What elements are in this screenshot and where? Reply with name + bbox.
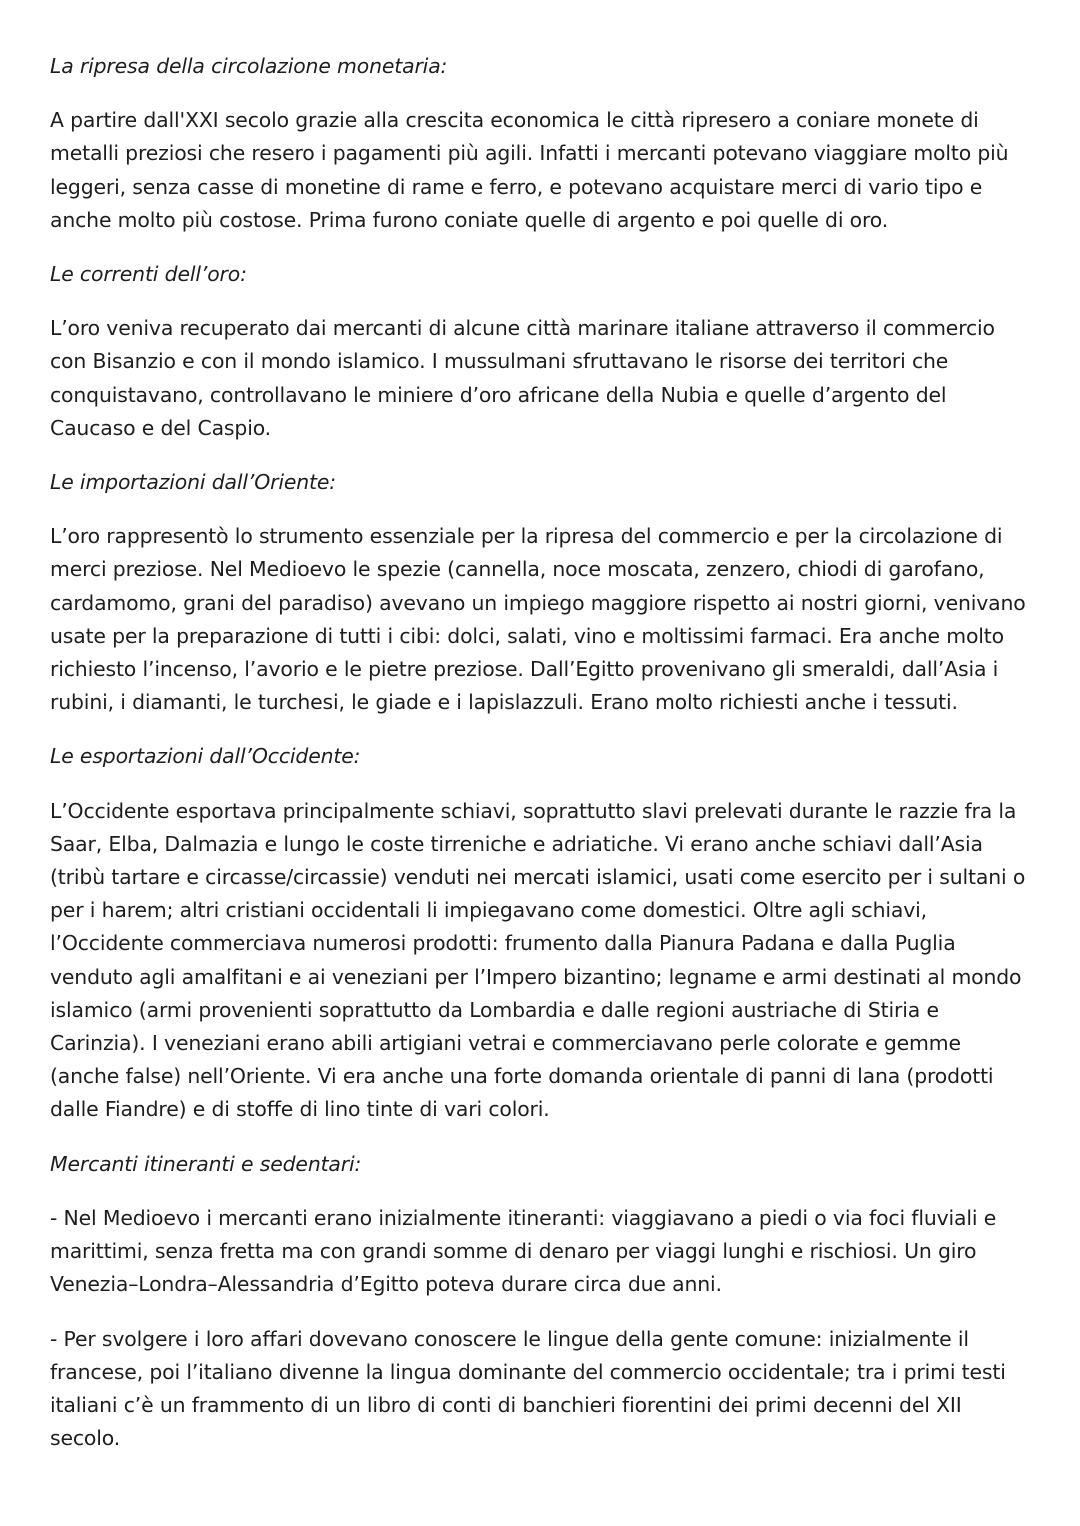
section-heading: Le importazioni dall’Oriente:	[50, 470, 336, 495]
section-paragraph: - Per svolgere i loro affari dovevano conoscere le lingue della gente comune: inizialmente il francese, poi l’italiano divenne la lingua dominante del commercio occidentale; tra i primi testi italiani c’è un frammento di un libro di conti di banchieri fiorentini dei primi decenni del XII secolo.	[50, 1326, 1006, 1451]
section-gold-currents	[50, 258, 1035, 445]
section-merchants	[50, 1148, 1035, 1456]
section-paragraph: L’oro veniva recuperato dai mercanti di alcune città marinare italiane attraverso il commercio con Bisanzio e con il mondo islamico. I mussulmani sfruttavano le risorse dei territori che conquistavano, controllavano le miniere d’oro africane della Nubia e quelle d’argento del Caucaso e del Caspio.	[50, 316, 995, 440]
section-paragraph: A partire dall'XXI secolo grazie alla crescita economica le città ripresero a coniare monete di metalli preziosi che resero i pagamenti più agili. Infatti i mercanti potevano viaggiare molto più leggeri, senza casse di monetine di rame e ferro, e potevano acquistare merci di vario tipo e anche molto più costose. Prima furono coniate quelle di argento e poi quelle di oro.	[50, 108, 1009, 232]
section-heading: Le correnti dell’oro:	[50, 262, 247, 287]
section-imports-east	[50, 466, 1035, 719]
section-paragraph: - Nel Medioevo i mercanti erano inizialmente itineranti: viaggiavano a piedi o via foci fluviali e marittimi, senza fretta ma con grandi somme di denaro per viaggi lunghi e rischiosi. Un giro Venezia–Londra–Alessandria d’Egitto poteva durare circa due anni.	[50, 1205, 997, 1297]
section-monetary-circulation	[50, 50, 1035, 237]
section-heading: La ripresa della circolazione monetaria:	[50, 54, 448, 78]
section-heading: Le esportazioni dall’Occidente:	[50, 744, 361, 769]
section-paragraph: L’oro rappresentò lo strumento essenziale per la ripresa del commercio e per la circolazione di merci preziose. Nel Medioevo le spezie (cannella, noce moscata, zenzero, chiodi di garofano, cardamomo, grani del paradiso) avevano un impiego maggiore rispetto ai nostri giorni, venivano usate per la preparazione di tutti i cibi: dolci, salati, vino e moltissimi farmaci. Era anche molto richiesto l’incenso, l’avorio e le pietre preziose. Dall’Egitto provenivano gli smeraldi, dall’Asia i rubini, i diamanti, le turchesi, le giade e i lapislazzuli. Erano molto richiesti anche i tessuti.	[50, 524, 1026, 715]
document-page	[50, 50, 1035, 1476]
section-exports-west	[50, 740, 1035, 1126]
section-paragraph: L’Occidente esportava principalmente schiavi, soprattutto slavi prelevati durante le razzie fra la Saar, Elba, Dalmazia e lungo le coste tirreniche e adriatiche. Vi erano anche schiavi dall’Asia (tribù tartare e circasse/circassie) venduti nei mercati islamici, usati come esercito per i sultani o per i harem; altri cristiani occidentali li impiegavano come domestici. Oltre agli schiavi, l’Occidente commerciava numerosi prodotti: frumento dalla Pianura Padana e dalla Puglia venduto agli amalfitani e ai veneziani per l’Impero bizantino; legname e armi destinati al mondo islamico (armi provenienti soprattutto da Lombardia e dalle regioni austriache di Stiria e Carinzia). I veneziani erano abili artigiani vetrai e commerciavano perle colorate e gemme (anche false) nell’Oriente. Vi era anche una forte domanda orientale di panni di lana (prodotti dalle Fiandre) e di stoffe di lino tinte di vari colori.	[50, 798, 1026, 1122]
section-heading: Mercanti itineranti e sedentari:	[50, 1151, 362, 1176]
